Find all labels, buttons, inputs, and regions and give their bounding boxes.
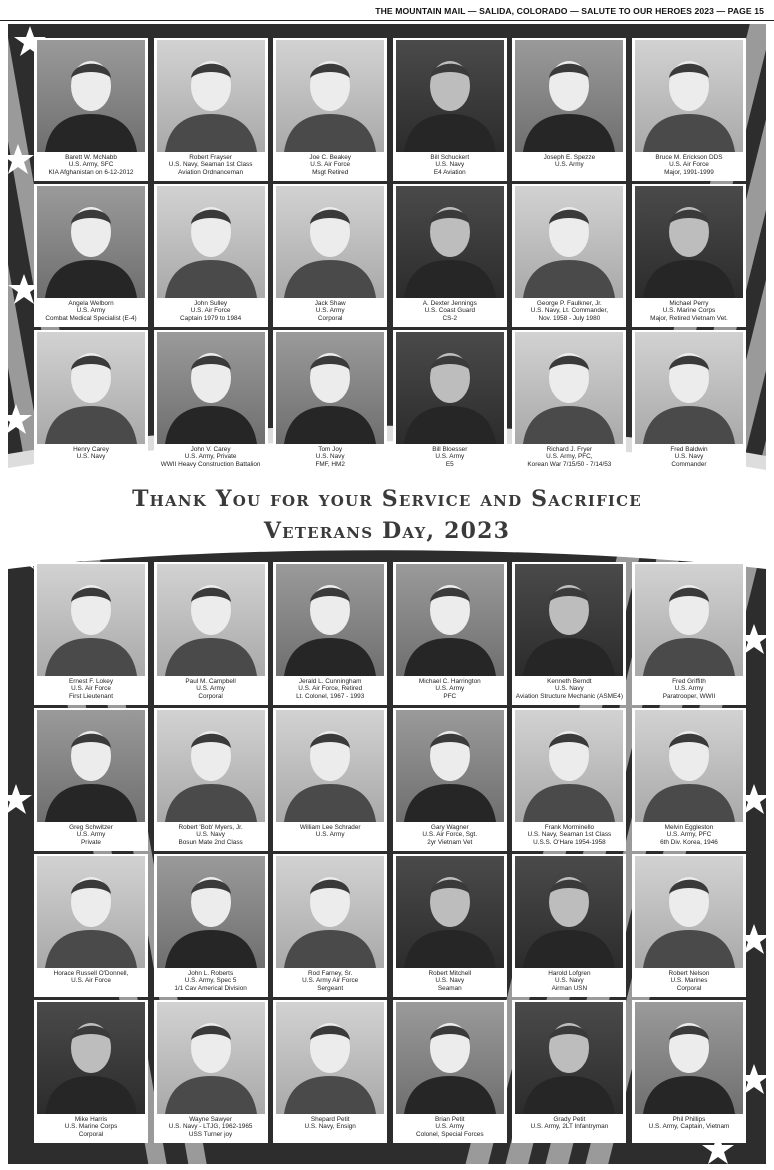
portrait-silhouette-icon xyxy=(276,1002,384,1114)
veteran-name: Barett W. McNabb xyxy=(65,154,117,161)
veteran-name: Brian Petit xyxy=(435,1116,465,1123)
veteran-name: John V. Carey xyxy=(190,446,231,453)
veteran-service-line: U.S. Air Force xyxy=(71,977,111,985)
veteran-name: Gary Wagner xyxy=(430,824,469,831)
veteran-name: Robert 'Bob' Myers, Jr. xyxy=(178,824,243,831)
portrait-silhouette-icon xyxy=(635,710,743,822)
portrait-silhouette-icon xyxy=(157,186,265,298)
veteran-service-line: U.S. Army xyxy=(435,685,465,693)
veteran-photo xyxy=(635,710,743,822)
veteran-service-line: U.S. Army, Captain, Vietnam xyxy=(648,1123,730,1131)
veteran-service-line: Lt. Colonel, 1967 - 1993 xyxy=(296,692,365,700)
portrait-silhouette-icon xyxy=(396,564,504,676)
veteran-name: Robert Frayser xyxy=(189,154,232,161)
veteran-caption xyxy=(155,1116,267,1138)
veteran-name: A. Dexter Jennings xyxy=(422,300,477,307)
veteran-service-line: 1/1 Cav Americal Division xyxy=(174,984,247,992)
veteran-service-line: U.S. Navy, Lt. Commander, xyxy=(530,307,609,315)
veteran-service-line: Captain 1979 to 1984 xyxy=(180,314,242,322)
veteran-caption xyxy=(513,678,625,700)
veteran-caption xyxy=(35,970,147,985)
veteran-service-line: Aviation Structure Mechanic (ASME4) xyxy=(515,692,623,700)
veteran-photo xyxy=(396,564,504,676)
veteran-caption xyxy=(274,446,386,468)
veteran-photo xyxy=(515,856,623,968)
veteran-card xyxy=(512,1000,626,1143)
veteran-name: Horace Russell O'Donnell, xyxy=(53,970,129,977)
veteran-photo xyxy=(37,40,145,152)
veteran-card xyxy=(632,38,746,181)
veteran-service-line: U.S. Marine Corps xyxy=(662,307,716,315)
veteran-photo xyxy=(157,564,265,676)
veteran-name: Jerald L. Cunningham xyxy=(298,678,362,685)
portrait-silhouette-icon xyxy=(635,186,743,298)
veteran-card xyxy=(154,708,268,851)
banner-subtitle: Veterans Day, 2023 xyxy=(263,518,511,544)
veteran-caption xyxy=(274,154,386,176)
veteran-photo xyxy=(157,332,265,444)
veteran-service-line: U.S. Navy, Ensign xyxy=(304,1123,356,1131)
veteran-service-line: Bosun Mate 2nd Class xyxy=(178,838,243,846)
veteran-card xyxy=(273,38,387,181)
veteran-caption xyxy=(155,446,267,468)
veteran-caption xyxy=(274,1116,386,1131)
veteran-caption xyxy=(155,824,267,846)
veteran-service-line: Private xyxy=(81,838,101,846)
veteran-name: Bill Schuckert xyxy=(430,154,470,161)
veteran-caption xyxy=(633,678,745,700)
veteran-name: Harold Lofgren xyxy=(548,970,591,977)
veteran-service-line: Airman USN xyxy=(551,984,588,992)
veteran-caption xyxy=(155,154,267,176)
veteran-name: Joe C. Beakey xyxy=(309,154,351,161)
veteran-name: Paul M. Campbell xyxy=(185,678,236,685)
veteran-card xyxy=(512,854,626,997)
veteran-caption xyxy=(35,824,147,846)
veteran-name: Rod Farney, Sr. xyxy=(308,970,353,977)
veteran-caption xyxy=(35,1116,147,1138)
veteran-service-line: U.S. Army Air Force xyxy=(302,977,359,985)
veteran-service-line: Sergeant xyxy=(317,984,344,992)
veteran-service-line: U.S. Navy xyxy=(76,453,106,461)
veteran-caption xyxy=(394,678,506,700)
banner-title: Thank You for your Service and Sacrifice xyxy=(132,486,642,512)
veteran-name: Frank Morminello xyxy=(544,824,595,831)
portrait-silhouette-icon xyxy=(396,710,504,822)
veteran-name: William Lee Schrader xyxy=(299,824,361,831)
veteran-card xyxy=(273,708,387,851)
portrait-silhouette-icon xyxy=(515,40,623,152)
veteran-service-line: U.S. Marines xyxy=(670,977,708,985)
veteran-service-line: U.S. Army xyxy=(315,307,345,315)
portrait-silhouette-icon xyxy=(635,332,743,444)
veteran-card xyxy=(512,708,626,851)
veteran-name: Tom Joy xyxy=(318,446,343,453)
page-header xyxy=(0,0,774,21)
veteran-service-line: U.S. Navy xyxy=(674,453,704,461)
veteran-card xyxy=(34,854,148,997)
veteran-grid-bottom xyxy=(34,562,746,1146)
portrait-silhouette-icon xyxy=(37,332,145,444)
veteran-name: Phil Phillips xyxy=(672,1116,706,1123)
veteran-photo xyxy=(157,40,265,152)
veteran-card xyxy=(154,38,268,181)
veteran-photo xyxy=(157,1002,265,1114)
veteran-service-line: Nov. 1958 - July 1980 xyxy=(538,314,601,322)
veteran-service-line: U.S. Navy xyxy=(554,977,584,985)
veteran-name: Grady Petit xyxy=(553,1116,586,1123)
portrait-silhouette-icon xyxy=(396,186,504,298)
veteran-card xyxy=(154,854,268,997)
veteran-service-line: U.S. Navy xyxy=(435,977,465,985)
veteran-caption xyxy=(633,300,745,322)
veteran-service-line: U.S. Army xyxy=(674,685,704,693)
veteran-caption xyxy=(155,300,267,322)
veteran-photo xyxy=(515,564,623,676)
portrait-silhouette-icon xyxy=(396,856,504,968)
veteran-service-line: U.S. Army xyxy=(315,831,345,839)
veteran-card xyxy=(393,562,507,705)
portrait-silhouette-icon xyxy=(515,332,623,444)
portrait-silhouette-icon xyxy=(37,1002,145,1114)
veteran-service-line: Major, 1991-1999 xyxy=(664,168,714,176)
thank-you-banner xyxy=(8,482,766,556)
veteran-card xyxy=(393,330,507,473)
veteran-photo xyxy=(635,40,743,152)
veteran-caption xyxy=(513,300,625,322)
portrait-silhouette-icon xyxy=(37,710,145,822)
veteran-service-line: U.S. Army xyxy=(435,453,465,461)
veteran-card xyxy=(512,184,626,327)
portrait-silhouette-icon xyxy=(635,1002,743,1114)
veteran-service-line: Corporal xyxy=(676,984,702,992)
veteran-caption xyxy=(633,1116,745,1131)
veteran-service-line: U.S. Marine Corps xyxy=(64,1123,118,1131)
veteran-caption xyxy=(155,970,267,992)
veteran-photo xyxy=(37,564,145,676)
portrait-silhouette-icon xyxy=(37,186,145,298)
veteran-card xyxy=(154,562,268,705)
veteran-photo xyxy=(157,186,265,298)
veteran-service-line: U.S. Coast Guard xyxy=(424,307,475,315)
veteran-card xyxy=(34,330,148,473)
veteran-service-line: U.S. Army xyxy=(76,831,106,839)
portrait-silhouette-icon xyxy=(515,856,623,968)
veteran-name: George P. Faulkner, Jr. xyxy=(536,300,602,307)
veteran-caption xyxy=(633,446,745,468)
portrait-silhouette-icon xyxy=(515,186,623,298)
veteran-service-line: Paratrooper, WWII xyxy=(662,692,716,700)
portrait-silhouette-icon xyxy=(396,40,504,152)
veteran-photo xyxy=(396,1002,504,1114)
veteran-caption xyxy=(513,824,625,846)
portrait-silhouette-icon xyxy=(276,856,384,968)
veteran-name: John L. Roberts xyxy=(188,970,234,977)
veteran-service-line: U.S. Navy xyxy=(315,453,345,461)
veteran-card xyxy=(393,1000,507,1143)
veteran-name: Shepard Petit xyxy=(310,1116,350,1123)
portrait-silhouette-icon xyxy=(37,564,145,676)
portrait-silhouette-icon xyxy=(37,40,145,152)
veteran-card xyxy=(632,854,746,997)
veteran-service-line: USS Turner joy xyxy=(188,1130,233,1138)
veteran-card xyxy=(273,330,387,473)
veteran-caption xyxy=(513,970,625,992)
veteran-caption xyxy=(513,154,625,169)
veteran-caption xyxy=(35,678,147,700)
veteran-card xyxy=(154,330,268,473)
veteran-photo xyxy=(276,1002,384,1114)
veteran-service-line: Korean War 7/15/50 - 7/14/53 xyxy=(527,460,612,468)
veteran-service-line: U.S. Air Force, Retired xyxy=(298,685,363,693)
veteran-service-line: U.S. Army, PFC xyxy=(666,831,712,839)
header-text: THE MOUNTAIN MAIL — SALIDA, COLORADO — SALUTE TO OUR HEROES 2023 — PAGE 15 xyxy=(375,6,764,16)
veteran-grid-top xyxy=(34,38,746,476)
veteran-photo xyxy=(276,186,384,298)
veteran-photo xyxy=(276,564,384,676)
veteran-card xyxy=(273,1000,387,1143)
veteran-photo xyxy=(276,40,384,152)
portrait-silhouette-icon xyxy=(396,1002,504,1114)
veteran-service-line: CS-2 xyxy=(442,314,458,322)
veteran-card xyxy=(512,562,626,705)
veteran-service-line: U.S. Air Force, Sgt. xyxy=(422,831,478,839)
veteran-caption xyxy=(155,678,267,700)
veteran-name: Robert Mitchell xyxy=(428,970,472,977)
veteran-card xyxy=(632,562,746,705)
veteran-card xyxy=(154,184,268,327)
veteran-service-line: E5 xyxy=(445,460,454,468)
veteran-caption xyxy=(513,446,625,468)
veteran-caption xyxy=(394,446,506,468)
veteran-service-line: U.S. Navy - LTJG, 1962-1965 xyxy=(168,1123,253,1131)
veteran-card xyxy=(34,1000,148,1143)
veteran-card xyxy=(34,38,148,181)
portrait-silhouette-icon xyxy=(157,332,265,444)
veteran-caption xyxy=(394,154,506,176)
veteran-service-line: U.S.S. O'Hare 1954-1958 xyxy=(533,838,606,846)
portrait-silhouette-icon xyxy=(635,856,743,968)
veteran-caption xyxy=(633,970,745,992)
portrait-silhouette-icon xyxy=(157,856,265,968)
portrait-silhouette-icon xyxy=(157,1002,265,1114)
veteran-photo xyxy=(635,1002,743,1114)
veteran-photo xyxy=(396,40,504,152)
veteran-card xyxy=(512,38,626,181)
veteran-card xyxy=(393,708,507,851)
veteran-caption xyxy=(35,300,147,322)
veteran-service-line: 2yr Vietnam Vet xyxy=(427,838,473,846)
veteran-name: Michael Perry xyxy=(669,300,709,307)
veteran-name: John Sulley xyxy=(194,300,228,307)
veteran-name: Jack Shaw xyxy=(314,300,346,307)
veteran-photo xyxy=(515,40,623,152)
veteran-name: Melvin Eggleston xyxy=(664,824,714,831)
veteran-caption xyxy=(633,824,745,846)
veteran-card xyxy=(34,562,148,705)
veteran-name: Ernest F. Lokey xyxy=(68,678,114,685)
veteran-photo xyxy=(37,332,145,444)
veteran-caption xyxy=(274,300,386,322)
veteran-photo xyxy=(276,710,384,822)
veteran-photo xyxy=(635,186,743,298)
veteran-photo xyxy=(396,710,504,822)
veteran-service-line: U.S. Navy, Seaman 1st Class xyxy=(527,831,612,839)
veteran-card xyxy=(273,562,387,705)
veteran-service-line: U.S. Army, 2LT Infantryman xyxy=(530,1123,609,1131)
veteran-card xyxy=(632,708,746,851)
veteran-caption xyxy=(394,300,506,322)
veteran-card xyxy=(632,330,746,473)
veteran-photo xyxy=(276,332,384,444)
veteran-name: Angela Welborn xyxy=(68,300,114,307)
veteran-service-line: U.S. Navy xyxy=(196,831,225,839)
portrait-silhouette-icon xyxy=(157,710,265,822)
veteran-photo xyxy=(396,332,504,444)
veteran-photo xyxy=(515,1002,623,1114)
veteran-service-line: PFC xyxy=(443,692,457,700)
veteran-name: Robert Nelson xyxy=(668,970,710,977)
veteran-name: Bruce M. Erickson DDS xyxy=(655,154,723,161)
veteran-card xyxy=(273,854,387,997)
veteran-caption xyxy=(513,1116,625,1131)
veteran-service-line: WWII Heavy Construction Battalion xyxy=(160,460,261,468)
veteran-card xyxy=(154,1000,268,1143)
veteran-caption xyxy=(394,970,506,992)
veteran-photo xyxy=(515,710,623,822)
veteran-service-line: First Lieutenant xyxy=(68,692,114,700)
veteran-card xyxy=(512,330,626,473)
veteran-card xyxy=(393,184,507,327)
veteran-name: Fred Griffith xyxy=(672,678,706,685)
veteran-service-line: U.S. Navy, Seaman 1st Class xyxy=(168,161,253,169)
veteran-service-line: E4 Aviation xyxy=(433,168,466,176)
veteran-service-line: Corporal xyxy=(198,692,223,700)
veteran-service-line: Corporal xyxy=(317,314,343,322)
veteran-card xyxy=(632,184,746,327)
veteran-caption xyxy=(394,824,506,846)
portrait-silhouette-icon xyxy=(515,1002,623,1114)
veteran-photo xyxy=(37,186,145,298)
veteran-caption xyxy=(633,154,745,176)
veteran-photo xyxy=(396,856,504,968)
portrait-silhouette-icon xyxy=(635,564,743,676)
veteran-name: Michael C. Harrington xyxy=(418,678,481,685)
veteran-photo xyxy=(635,856,743,968)
veteran-service-line: Combat Medical Specialist (E-4) xyxy=(45,314,137,322)
veteran-name: Bill Bloesser xyxy=(432,446,468,453)
portrait-silhouette-icon xyxy=(396,332,504,444)
portrait-silhouette-icon xyxy=(276,40,384,152)
veteran-service-line: U.S. Air Force xyxy=(310,161,351,169)
veteran-name: Wayne Sawyer xyxy=(189,1116,232,1123)
veteran-photo xyxy=(37,1002,145,1114)
veteran-service-line: U.S. Army xyxy=(554,161,584,169)
veteran-service-line: FMF, HM2 xyxy=(315,460,345,468)
veteran-service-line: Commander xyxy=(671,460,707,468)
portrait-silhouette-icon xyxy=(276,564,384,676)
portrait-silhouette-icon xyxy=(276,332,384,444)
veteran-photo xyxy=(276,856,384,968)
veteran-service-line: Msgt Retired xyxy=(312,168,349,176)
veteran-photo xyxy=(515,186,623,298)
veteran-card xyxy=(273,184,387,327)
portrait-silhouette-icon xyxy=(515,564,623,676)
veteran-service-line: Corporal xyxy=(78,1130,104,1138)
veteran-service-line: U.S. Air Force xyxy=(71,685,111,693)
veteran-service-line: U.S. Air Force xyxy=(669,161,709,169)
veteran-service-line: U.S. Army, Private xyxy=(184,453,237,461)
veteran-service-line: KIA Afghanistan on 6-12-2012 xyxy=(48,168,134,176)
veteran-name: Greg Schwitzer xyxy=(69,824,113,831)
veteran-caption xyxy=(274,678,386,700)
veteran-caption xyxy=(274,970,386,992)
veteran-service-line: U.S. Air Force xyxy=(190,307,231,315)
veteran-service-line: Aviation Ordnanceman xyxy=(178,168,244,176)
veteran-service-line: Major, Retired Vietnam Vet. xyxy=(650,314,728,322)
veteran-photo xyxy=(635,332,743,444)
veteran-name: Mike Harris xyxy=(74,1116,108,1123)
veteran-photo xyxy=(37,856,145,968)
veteran-caption xyxy=(274,824,386,839)
portrait-silhouette-icon xyxy=(157,40,265,152)
veteran-service-line: U.S. Navy xyxy=(435,161,465,169)
veteran-name: Richard J. Fryer xyxy=(546,446,593,453)
veteran-service-line: U.S. Army xyxy=(196,685,225,693)
veteran-photo xyxy=(157,856,265,968)
veteran-service-line: U.S. Army xyxy=(435,1123,465,1131)
veteran-service-line: Seaman xyxy=(437,984,462,992)
portrait-silhouette-icon xyxy=(276,186,384,298)
portrait-silhouette-icon xyxy=(276,710,384,822)
veteran-service-line: U.S. Army xyxy=(76,307,106,315)
veteran-name: Joseph E. Spezze xyxy=(543,154,596,161)
veteran-card xyxy=(34,708,148,851)
veteran-photo xyxy=(635,564,743,676)
veteran-caption xyxy=(35,446,147,461)
veteran-service-line: U.S. Army, PFC, xyxy=(546,453,593,461)
veteran-service-line: 6th Div. Korea, 1946 xyxy=(660,838,718,846)
portrait-silhouette-icon xyxy=(157,564,265,676)
veteran-service-line: U.S. Army, SFC xyxy=(68,161,114,169)
veteran-name: Henry Carey xyxy=(73,446,109,453)
portrait-silhouette-icon xyxy=(515,710,623,822)
veteran-service-line: U.S. Navy xyxy=(554,685,584,693)
veteran-photo xyxy=(515,332,623,444)
veteran-card xyxy=(393,854,507,997)
veteran-name: Kenneth Berndt xyxy=(547,678,592,685)
veteran-service-line: Colonel, Special Forces xyxy=(416,1130,484,1138)
portrait-silhouette-icon xyxy=(635,40,743,152)
veteran-photo xyxy=(37,710,145,822)
veteran-photo xyxy=(396,186,504,298)
veteran-card xyxy=(632,1000,746,1143)
veteran-service-line: U.S. Army, Spec 5 xyxy=(184,977,237,985)
veteran-card xyxy=(34,184,148,327)
veteran-card xyxy=(393,38,507,181)
veteran-name: Fred Baldwin xyxy=(670,446,708,453)
tribute-page xyxy=(8,24,766,1164)
veteran-photo xyxy=(157,710,265,822)
veteran-caption xyxy=(35,154,147,176)
veteran-caption xyxy=(394,1116,506,1138)
portrait-silhouette-icon xyxy=(37,856,145,968)
